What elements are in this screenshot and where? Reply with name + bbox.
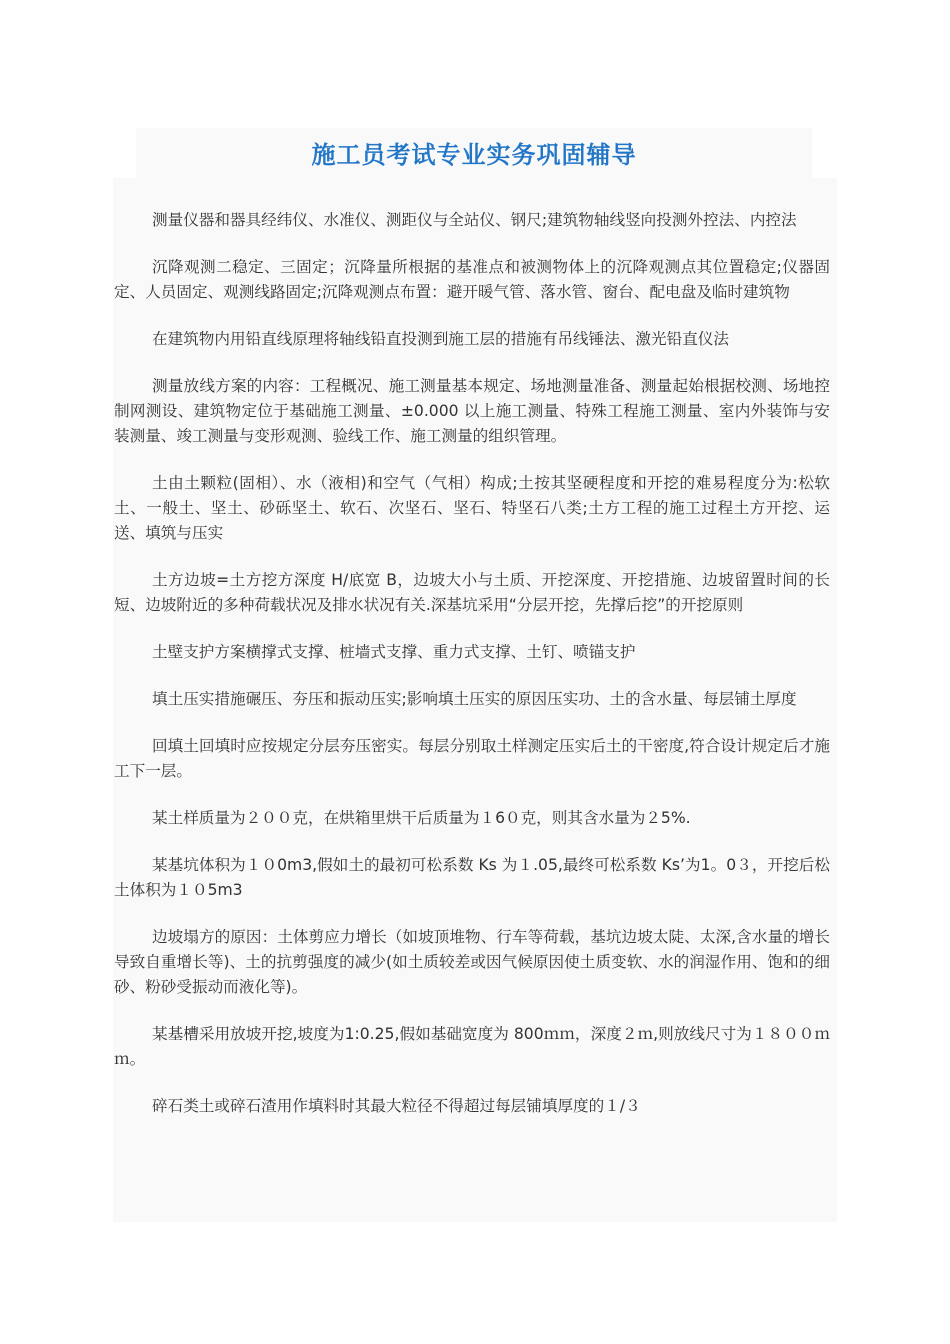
paragraph-fill-compaction: 填土压实措施碾压、夯压和振动压实;影响填土压实的原因压实功、土的含水量、每层铺土厚度: [152, 690, 797, 708]
paragraph-water-content-example: 某土样质量为２００克，在烘箱里烘干后质量为１6０克，则其含水量为２5%.: [152, 809, 691, 827]
paragraph-earthwork-slope: 土方边坡=土方挖方深度 H/底宽 B，边坡大小与土质、开挖深度、开挖措施、边坡留置时间的长短、边坡附近的多种荷载状况及排水状况有关.深基坑采用“分层开挖，先撑后挖”的开挖原则: [114, 571, 830, 614]
paragraph-survey-instruments: 测量仪器和器具经纬仪、水准仪、测距仪与全站仪、钢尺;建筑物轴线竖向投测外控法、内控法: [152, 211, 797, 229]
document-body: [114, 208, 830, 1141]
paragraph-trench-example: 某基槽采用放坡开挖,坡度为1:0.25,假如基础宽度为 800ｍｍ，深度２ｍ,则放线尺寸为１８００ｍｍ。: [114, 1025, 830, 1068]
paragraph-slope-collapse: 边坡塌方的原因：土体剪应力增长（如坡顶堆物、行车等荷载，基坑边坡太陡、太深,含水量的增长导致自重增长等)、土的抗剪强度的减少(如土质较差或因气候原因使土质变软、水的润湿作用、饱和的细砂、粉砂受振动而液化等)。: [114, 928, 830, 996]
paragraph-loose-volume-example: 某基坑体积为１０0m3,假如土的最初可松系数 Ks 为１.05,最终可松系数 Ks’为1。0３，开挖后松土体积为１０5m3: [114, 856, 830, 899]
paragraph-soil-composition: 土由土颗粒(固相）、水（液相)和空气（气相）构成;土按其坚硬程度和开挖的难易程度分为:松软土、一般土、坚土、砂砾坚土、软石、次坚石、坚石、特坚石八类;土方工程的施工过程土方开挖、运送、填筑与压实: [114, 474, 830, 542]
paragraph-layout-plan: 测量放线方案的内容：工程概况、施工测量基本规定、场地测量准备、测量起始根据校测、场地控制网测设、建筑物定位于基础施工测量、±0.000 以上施工测量、特殊工程施工测量、室内外装饰与安装测量、竣工测量与变形观测、验线工作、施工测量的组织管理。: [114, 377, 830, 445]
paragraph-plumb-projection: 在建筑物内用铅直线原理将轴线铅直投测到施工层的措施有吊线锤法、激光铅直仪法: [152, 330, 729, 348]
page-title: 施工员考试专业实务巩固辅导: [311, 141, 637, 169]
paragraph-backfill: 回填土回填时应按规定分层夯压密实。每层分别取土样测定压实后土的干密度,符合设计规定后才施工下一层。: [114, 737, 830, 780]
paragraph-gravel-fill: 碎石类土或碎石渣用作填料时其最大粒径不得超过每层铺填厚度的１/３: [152, 1097, 641, 1115]
paragraph-soil-wall-support: 土壁支护方案横撑式支撑、桩墙式支撑、重力式支撑、土钉、喷锚支护: [152, 643, 636, 661]
paragraph-settlement-observation: 沉降观测二稳定、三固定；沉降量所根据的基准点和被测物体上的沉降观测点其位置稳定;仪器固定、人员固定、观测线路固定;沉降观测点布置：避开暖气管、落水管、窗台、配电盘及临时建筑物: [114, 258, 830, 301]
